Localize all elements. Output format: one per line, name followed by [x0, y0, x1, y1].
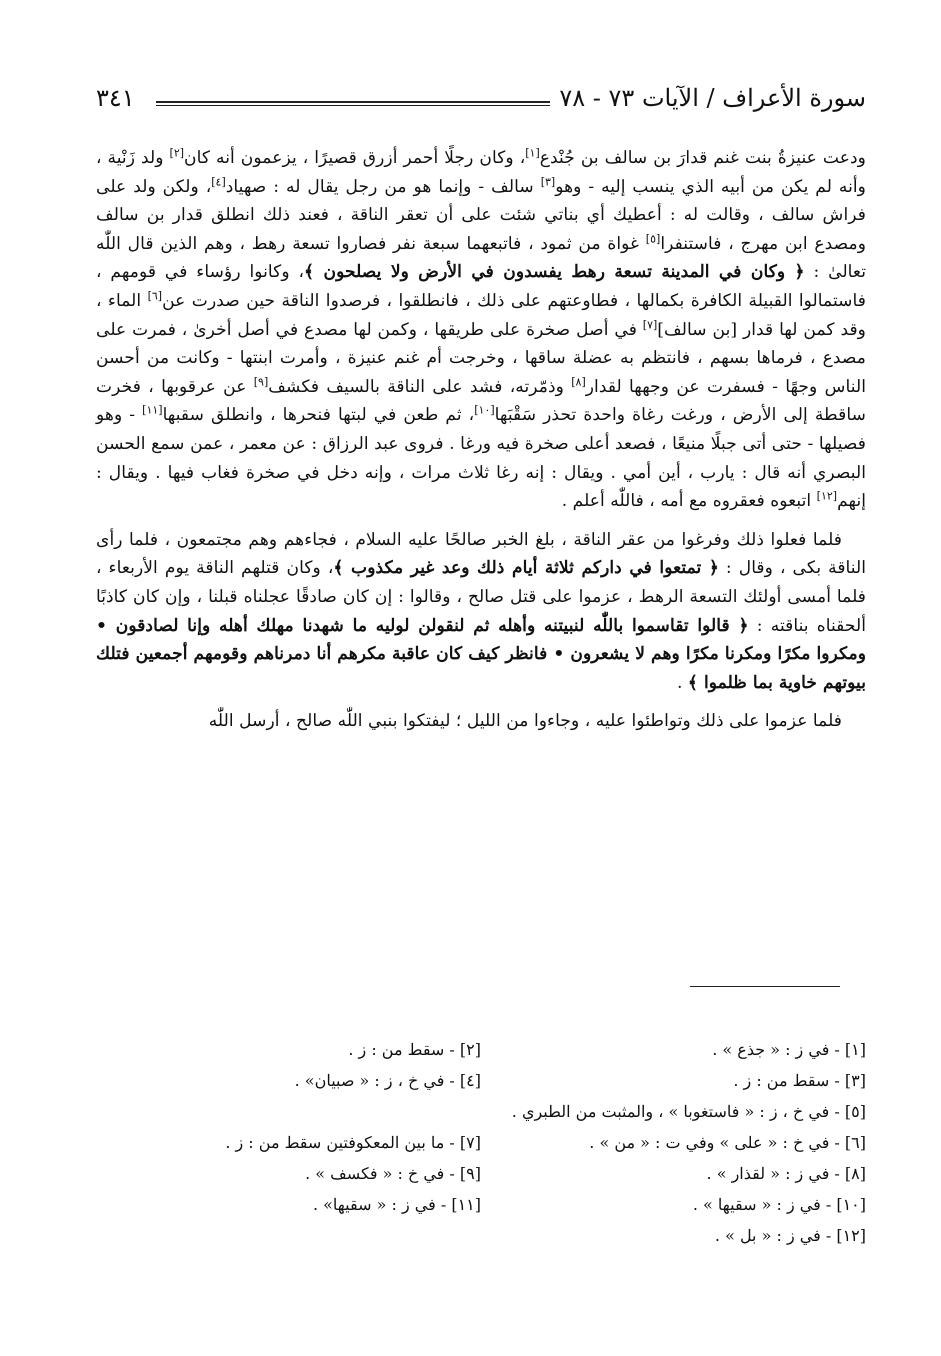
footnote: [١٠] - في ز : « سقيها » . [692, 1195, 866, 1214]
footnote: [١] - في ز : « جذع » . [712, 1040, 866, 1059]
footnote-ref[interactable]: [٤] [211, 174, 226, 188]
footnote-ref[interactable]: [١٠] [474, 403, 495, 417]
book-page [96, 78, 866, 736]
footnote-row [96, 1065, 866, 1096]
paragraph-3 [96, 707, 866, 736]
footnote-ref[interactable]: [١١] [142, 403, 163, 417]
footnote-row [96, 1158, 866, 1189]
footnote: [٣] - سقط من : ز . [733, 1071, 866, 1090]
footnote: [٦] - في خ : « على » وفي ت : « من » . [589, 1133, 866, 1152]
main-text [96, 144, 866, 736]
footnote-ref[interactable]: [٦] [147, 289, 163, 303]
text: في أصل صخرة على طريقها ، وكمن لها مصدع في أصل أخرىٰ ، فمرت على مصدع ، فرماها بسهم ، فانتظم به عضلة ساقها ، وخرجت أم غنم عنيزة ، وأمرت ابنتها - وكانت من أحسن الناس وجهًا - فسفرت عن وجهها لقدار [96, 319, 866, 397]
footnote-row [96, 1220, 866, 1251]
text: . [676, 672, 683, 693]
footnote: [٢] - سقط من : ز . [348, 1040, 481, 1059]
footnote-ref[interactable]: [١٢] [816, 489, 838, 503]
page-number: ٣٤١ [96, 84, 135, 112]
footnote-separator [690, 986, 840, 987]
text: فلما عزموا على ذلك وتواطئوا عليه ، وجاءوا من الليل ؛ ليفتكوا بنبي اللّٰه صالح ، أرسل اللّٰه [208, 711, 842, 732]
text: سالف - وإنما هو من رجل يقال له : صهياد [225, 176, 534, 197]
footnote-ref[interactable]: [٨] [571, 375, 586, 389]
text: ، ثم طعن في لبتها فنحرها ، وانطلق سقبها [162, 405, 475, 426]
footnote-row [96, 1034, 866, 1065]
footnote: [٨] - في ز : « لقذار » . [706, 1164, 866, 1183]
footnote-ref[interactable]: [٥] [645, 232, 661, 246]
footnote: [٧] - ما بين المعكوفتين سقط من : ز . [225, 1133, 481, 1152]
paragraph-2 [96, 526, 866, 698]
quran-quote: ﴿ وكان في المدينة تسعة رهط يفسدون في الأرض ولا يصلحون ﴾ [304, 262, 805, 283]
footnote: [٥] - في خ ، ز : « فاستغوبا » ، والمثبت من الطبري . [511, 1102, 866, 1121]
text: ولد زَنْية ، وأنه لم يكن من أبيه الذي ينسب إليه - وهو [96, 148, 866, 197]
chapter-title: سورة الأعراف / الآيات ٧٣ - ٧٨ [559, 84, 866, 112]
quran-quote: ﴿ قالوا تقاسموا باللّٰه لنبيتنه وأهله ثم لنقولن لوليه ما شهدنا مهلك أهله وإنا لصادقون • ومكروا مكرًا ومكرنا مكرًا وهم لا يشعرون • فانظر كيف كان عاقبة مكرهم أنا دمرناهم وقومهم أجمعين فتلك بيوتهم خاوية بما ظلموا ﴾ [96, 615, 866, 693]
footnote-ref[interactable]: [٧] [642, 317, 658, 331]
footnote: [١٢] - في ز : « بل » . [714, 1226, 866, 1245]
text: - وهو فصيلها - حتى أتى جبلًا منيعًا ، فصعد أعلى صخرة فيه ورغا . فروى عبد الرزاق : عن معمر ، عمن سمع الحسن البصري أنه قال : يارب ، أين أمي . ويقال : إنه رغا ثلاث مرات ، وإنه دخل في صخرة فغاب فيها . ويقال : إنهم [96, 405, 866, 512]
text: ودعت عنيزةُ بنت غنم قدارَ بن سالف بن جُنْدع [539, 148, 866, 168]
footnote-row [96, 1127, 866, 1158]
paragraph-1 [96, 144, 866, 516]
text: ، وكان رجلًا أحمر أزرق قصيرًا ، يزعمون أنه كان [184, 148, 526, 168]
text: غواة من ثمود ، فاتبعهما سبعة نفر فصاروا تسعة رهط ، وهم الذين قال اللّٰه تعالىٰ : [96, 233, 866, 283]
text: اتبعوه فعقروه مع أمه ، فاللّٰه أعلم . [561, 491, 812, 512]
footnote-row [96, 1096, 866, 1127]
footnote: [١١] - في ز : « سقيها» . [312, 1195, 481, 1214]
text: وذمّرته، فشد على الناقة بالسيف فكشف [268, 376, 564, 397]
text: ، وكان قتلهم الناقة يوم الأربعاء ، فلما أمسى أولئك التسعة الرهط ، عزموا على قتل صالح ، وقالوا : إن كان صادقًا عجلناه قبلنا ، وإن كان كاذبًا ألحقناه بناقته : [96, 558, 866, 636]
footnote: [٩] - في خ : « فكسف » . [305, 1164, 481, 1183]
footnote: [٤] - في خ ، ز : « صبيان» . [294, 1071, 481, 1090]
running-header [96, 78, 866, 118]
footnote-ref[interactable]: [١] [525, 146, 540, 160]
text: ، وكانوا رؤساء في قومهم ، فاستمالوا القبيلة الكافرة بكمالها ، فطاوعتهم على ذلك ، فانطلقوا ، فرصدوا الناقة حين صدرت عن [96, 262, 866, 311]
footnote-ref[interactable]: [٣] [540, 174, 556, 188]
footnotes [96, 1034, 866, 1251]
footnote-row [96, 1189, 866, 1220]
text: الماء ، وقد كمن لها قدار [بن سالف] [96, 290, 866, 340]
quran-quote: ﴿ تمتعوا في داركم ثلاثة أيام ذلك وعد غير مكذوب ﴾ [333, 558, 719, 579]
footnote-ref[interactable]: [٢] [169, 146, 185, 160]
text: فلما فعلوا ذلك وفرغوا من عقر الناقة ، بلغ الخبر صالحًا عليه السلام ، فجاءهم وهم مجتمعون ، فلما رأى الناقة بكى ، وقال : [96, 529, 866, 579]
header-rule [156, 101, 550, 106]
footnote-ref[interactable]: [٩] [253, 375, 269, 389]
text: عن عرقوبها ، فخرت ساقطة إلى الأرض ، ورغت رغاة واحدة تحذر سَقْبَها [96, 376, 867, 426]
text: ، ولكن ولد على فراش سالف ، وقالت له : أعطيك أي بناتي شئت على أن تعقر الناقة ، فعند ذلك انطلق قدار بن سالف ومصدع ابن مهرج ، فاستنفرا [96, 176, 867, 254]
